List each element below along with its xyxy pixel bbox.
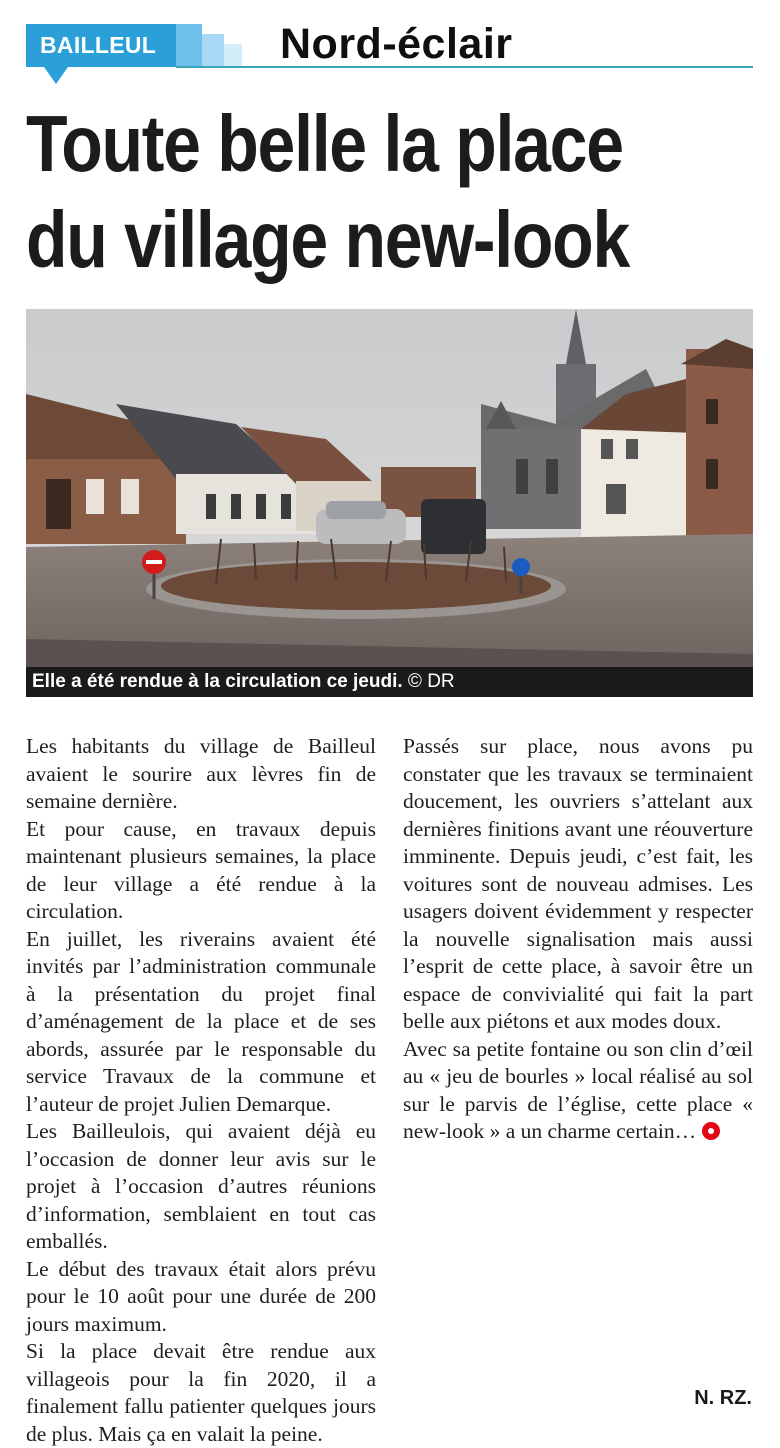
photo-credit: © DR [407,671,455,692]
caption-text: Elle a été rendue à la circulation ce jeudi. [32,671,403,692]
section-tag-decor [176,24,202,67]
section-tag-decor [224,44,242,67]
paragraph: Les Bailleulois, qui avaient déjà eu l’occasion de donner leur avis sur le projet à l’occasion d’autres réunions d’information, semblaient en tout cas emballés. [26,1119,376,1253]
photo-caption [26,667,753,697]
paragraph-text: Avec sa petite fontaine ou son clin d’œil au « jeu de bourles » local réalisé au sol sur le parvis de l’église, cette place « new-look » a un charme certain… [403,1036,753,1143]
article-photo [26,309,753,667]
end-of-article-icon [702,1122,720,1140]
paragraph: Le début des travaux était alors prévu pour le 10 août pour une durée de 200 jours maximum. [26,1256,376,1336]
paragraph: Et pour cause, en travaux depuis maintenant plusieurs semaines, la place de leur village a été rendue à la circulation. [26,816,376,923]
paragraph: Les habitants du village de Bailleul avaient le sourire aux lèvres fin de semaine dernière. [26,734,376,813]
newspaper-name: Nord-éclair [280,20,513,68]
section-tag-pointer [44,67,68,84]
paragraph: Passés sur place, nous avons pu constater que les travaux se terminaient doucement, les ouvriers s’attelant aux dernières finitions avant une réouverture imminente. Depuis jeudi, c’est fait, les voitures sont de nouveau admises. Les usagers doivent évidemment y respecter la nouvelle signalisation mais aussi l’esprit de cette place, à savoir être un espace de convivialité qui fait la part belle aux piétons et aux modes doux. [403,734,753,1033]
article-column-2 [403,733,753,1146]
author-signature: N. RZ. [694,1387,752,1409]
section-tag-label: BAILLEUL [26,24,176,67]
paragraph: En juillet, les riverains avaient été invités par l’administration communale à la présentation du projet final d’aménagement de la place et de ses abords, assurée par le responsable du service Travaux de la commune et l’auteur de projet Julien Demarque. [26,926,376,1116]
article-column-1 [26,733,376,1448]
section-tag-decor [202,34,224,67]
paragraph-last [403,1036,753,1146]
headline: Toute belle la place du village new-look [26,99,629,284]
paragraph: Si la place devait être rendue aux villageois pour la fin 2020, il a finalement fallu patienter quelques jours de plus. Mais ça en valait la peine. [26,1339,376,1446]
